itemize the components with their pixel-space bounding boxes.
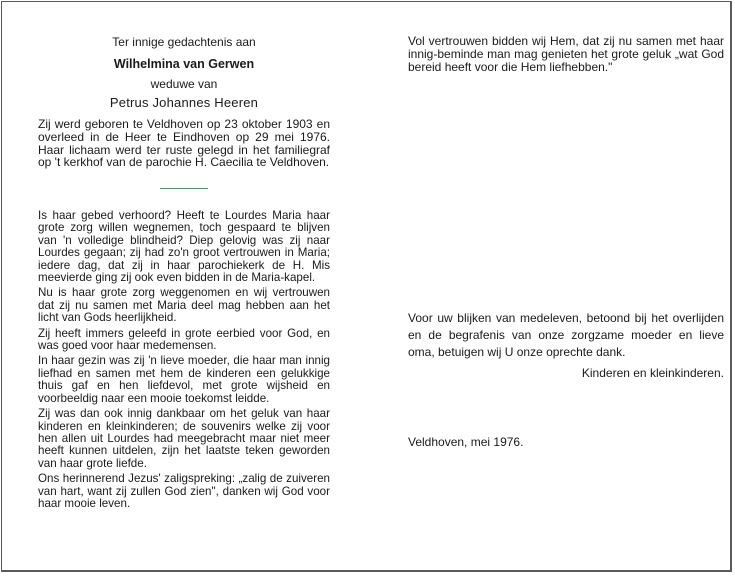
signature: Kinderen en kleinkinderen. [581,366,724,380]
paragraph: Nu is haar grote zorg weggenomen en wij vertrouwen dat zij nu samen met Maria deel mag hebben aan het licht van Gods heerlijkheid. [38,286,330,325]
thanks-text: Voor uw blijken van medeleven, betoond bij het overlijden en de begrafenis van onze zorgzame moeder en lieve oma, betuigen wij U onze oprechte dank. [408,311,724,359]
spouse-name: Petrus Johannes Heeren [109,95,259,110]
reflection-text [38,210,330,513]
paragraph: Ons herinnerend Jezus' zaligspreking: „zalig de zuiveren van hart, want zij zullen God zien", danken wij God voor haar mooie leven. [38,472,330,510]
paragraph: Zij was dan ook innig dankbaar om het geluk van haar kinderen en kleinkinderen; de souvenirs welke zij voor hen allen uit Lourdes had meegebracht maar niet meer heeft kunnen uitdelen, zijn het laatste teken geworden van haar grote liefde. [38,407,330,470]
deceased-name: Wilhelmina van Gerwen [113,57,255,71]
biography: Zij werd geboren te Veldhoven op 23 oktober 1903 en overleed in de Heer te Eindhoven op 29 mei 1976. Haar lichaam werd ter ruste gelegd in het familiegraf op 't kerkhof van de parochie H. Caecilia te Veldhoven. [38,117,330,170]
intro-line: Ter innige gedachtenis aan [112,35,256,49]
relation-line: weduwe van [150,77,218,91]
place-date: Veldhoven, mei 1976. [408,435,524,449]
divider-line [160,188,208,189]
prayer-text: Vol vertrouwen bidden wij Hem, dat zij nu samen met haar innig-beminde man mag genieten het grote geluk „wat God bereid heeft voor die Hem liefhebben." [408,34,724,74]
paragraph: Zij heeft immers geleefd in grote eerbied voor God, en was goed voor haar medemensen. [38,326,330,353]
paragraph: In haar gezin was zij 'n lieve moeder, die haar man innig liefhad en samen met hem de kinderen een gelukkige thuis gaf en hen liefdevol, met grote wijsheid en voorbeeldig naar een mooie toekomst leidde. [38,354,330,405]
paragraph: Is haar gebed verhoord? Heeft te Lourdes Maria haar grote zorg willen wegnemen, toch gespaard te blijven van 'n volledige blindheid? Diep gelovig was zij naar Lourdes gegaan; zij had zo'n groot vertrouwen in Maria; iedere dag, dat zij in haar parochiekerk de H. Mis meevierde ging zij ook even bidden in de Maria-kapel. [38,209,330,285]
memorial-card [1,1,732,572]
